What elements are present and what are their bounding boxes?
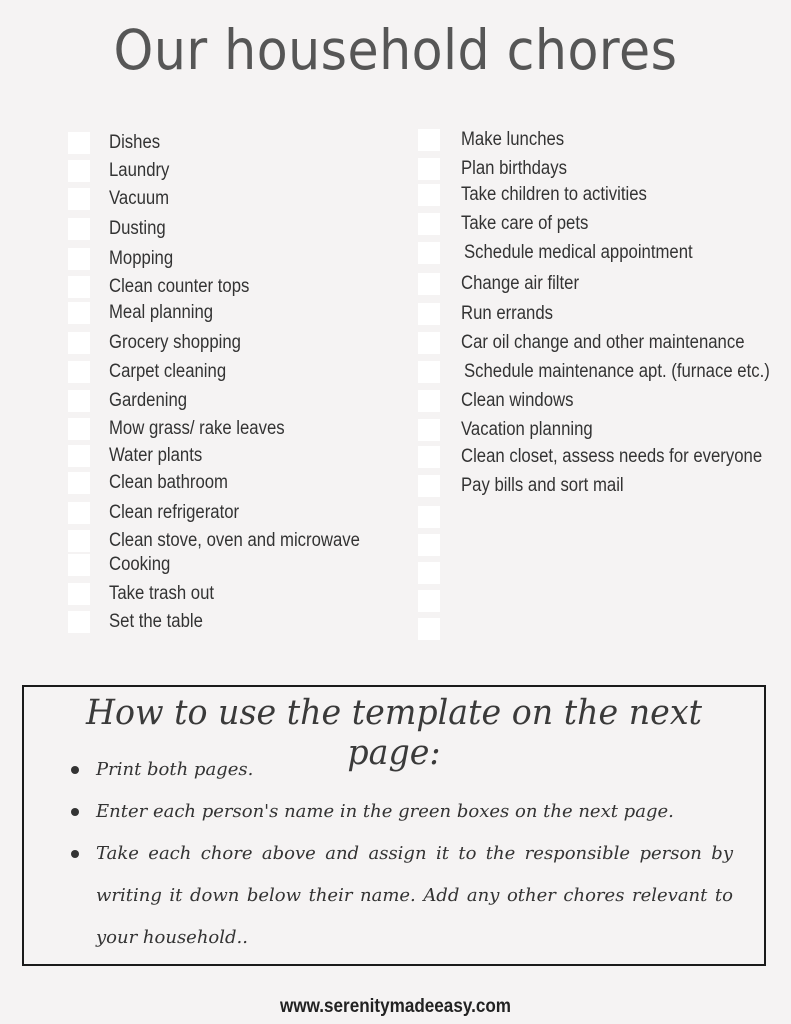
instruction-item (71, 791, 733, 833)
bullet-icon (71, 808, 79, 816)
chore-checkbox[interactable] (418, 129, 440, 151)
chore-label: Clean counter tops (109, 276, 250, 297)
chore-checkbox[interactable] (68, 445, 90, 467)
chore-label: Water plants (109, 445, 203, 466)
chore-label: Clean windows (461, 390, 574, 411)
chore-label: Schedule maintenance apt. (furnace etc.) (464, 361, 770, 382)
chore-checkbox[interactable] (68, 361, 90, 383)
website-footer: www.serenitymadeeasy.com (280, 996, 511, 1017)
chore-checkbox[interactable] (68, 160, 90, 182)
chore-checkbox[interactable] (418, 361, 440, 383)
instruction-item (71, 833, 733, 959)
chore-checkbox[interactable] (418, 562, 440, 584)
chore-checkbox[interactable] (68, 583, 90, 605)
chore-checkbox[interactable] (418, 590, 440, 612)
chore-checkbox[interactable] (418, 303, 440, 325)
chore-checkbox[interactable] (418, 242, 440, 264)
chore-label: Make lunches (461, 129, 565, 150)
chore-label: Clean stove, oven and microwave (109, 530, 360, 551)
chore-checkbox[interactable] (418, 158, 440, 180)
chore-checkbox[interactable] (68, 276, 90, 298)
chore-label: Mow grass/ rake leaves (109, 418, 285, 439)
instruction-item (71, 749, 733, 791)
chore-checkbox[interactable] (418, 446, 440, 468)
chore-checkbox[interactable] (418, 419, 440, 441)
chore-checkbox[interactable] (418, 390, 440, 412)
page-title: Our household chores (113, 18, 678, 82)
chore-label: Plan birthdays (461, 158, 567, 179)
chore-label: Gardening (109, 390, 188, 411)
chore-checkbox[interactable] (68, 530, 90, 552)
chore-label: Carpet cleaning (109, 361, 227, 382)
chore-checkbox[interactable] (68, 248, 90, 270)
chore-checkbox[interactable] (68, 611, 90, 633)
chore-label: Clean bathroom (109, 472, 228, 493)
chore-checkbox[interactable] (68, 132, 90, 154)
chore-label: Change air filter (461, 273, 580, 294)
chore-checkbox[interactable] (418, 475, 440, 497)
chore-label: Vacuum (109, 188, 170, 209)
chore-label: Take children to activities (461, 184, 647, 205)
chore-label: Cooking (109, 554, 171, 575)
chore-checkbox[interactable] (418, 332, 440, 354)
chore-label: Clean refrigerator (109, 502, 240, 523)
chore-label: Laundry (109, 160, 170, 181)
bullet-icon (71, 850, 79, 858)
chore-checkbox[interactable] (68, 502, 90, 524)
instruction-text: Take each chore above and assign it to the responsible person by writing it down below their name. Add any other chores relevant to your household.. (96, 843, 733, 948)
chore-checkbox[interactable] (418, 534, 440, 556)
chore-label: Vacation planning (461, 419, 593, 440)
chore-checkbox[interactable] (68, 418, 90, 440)
chore-checkbox[interactable] (418, 618, 440, 640)
bullet-icon (71, 766, 79, 774)
instructions-box (22, 685, 766, 966)
chore-checkbox[interactable] (68, 554, 90, 576)
chore-checkbox[interactable] (68, 302, 90, 324)
chore-label: Take care of pets (461, 213, 589, 234)
chore-label: Schedule medical appointment (464, 242, 693, 263)
chore-label: Set the table (109, 611, 203, 632)
chore-label: Grocery shopping (109, 332, 241, 353)
chore-checkbox[interactable] (418, 273, 440, 295)
chore-checkbox[interactable] (418, 506, 440, 528)
chore-label: Dishes (109, 132, 161, 153)
instruction-text: Print both pages. (96, 759, 254, 780)
chore-label: Mopping (109, 248, 174, 269)
chore-label: Clean closet, assess needs for everyone (461, 446, 763, 467)
instructions-list (71, 749, 733, 959)
instruction-text: Enter each person's name in the green boxes on the next page. (96, 801, 674, 822)
chore-checkbox[interactable] (68, 188, 90, 210)
chore-checkbox[interactable] (68, 390, 90, 412)
chore-label: Car oil change and other maintenance (461, 332, 745, 353)
chore-checkbox[interactable] (68, 218, 90, 240)
chore-checkbox[interactable] (68, 472, 90, 494)
chore-checkbox[interactable] (68, 332, 90, 354)
chore-label: Meal planning (109, 302, 214, 323)
chore-checkbox[interactable] (418, 184, 440, 206)
instructions-title: How to use the template on the next page: (86, 693, 702, 773)
chore-label: Take trash out (109, 583, 215, 604)
chore-label: Dusting (109, 218, 166, 239)
chore-label: Pay bills and sort mail (461, 475, 624, 496)
chore-checkbox[interactable] (418, 213, 440, 235)
chore-label: Run errands (461, 303, 554, 324)
